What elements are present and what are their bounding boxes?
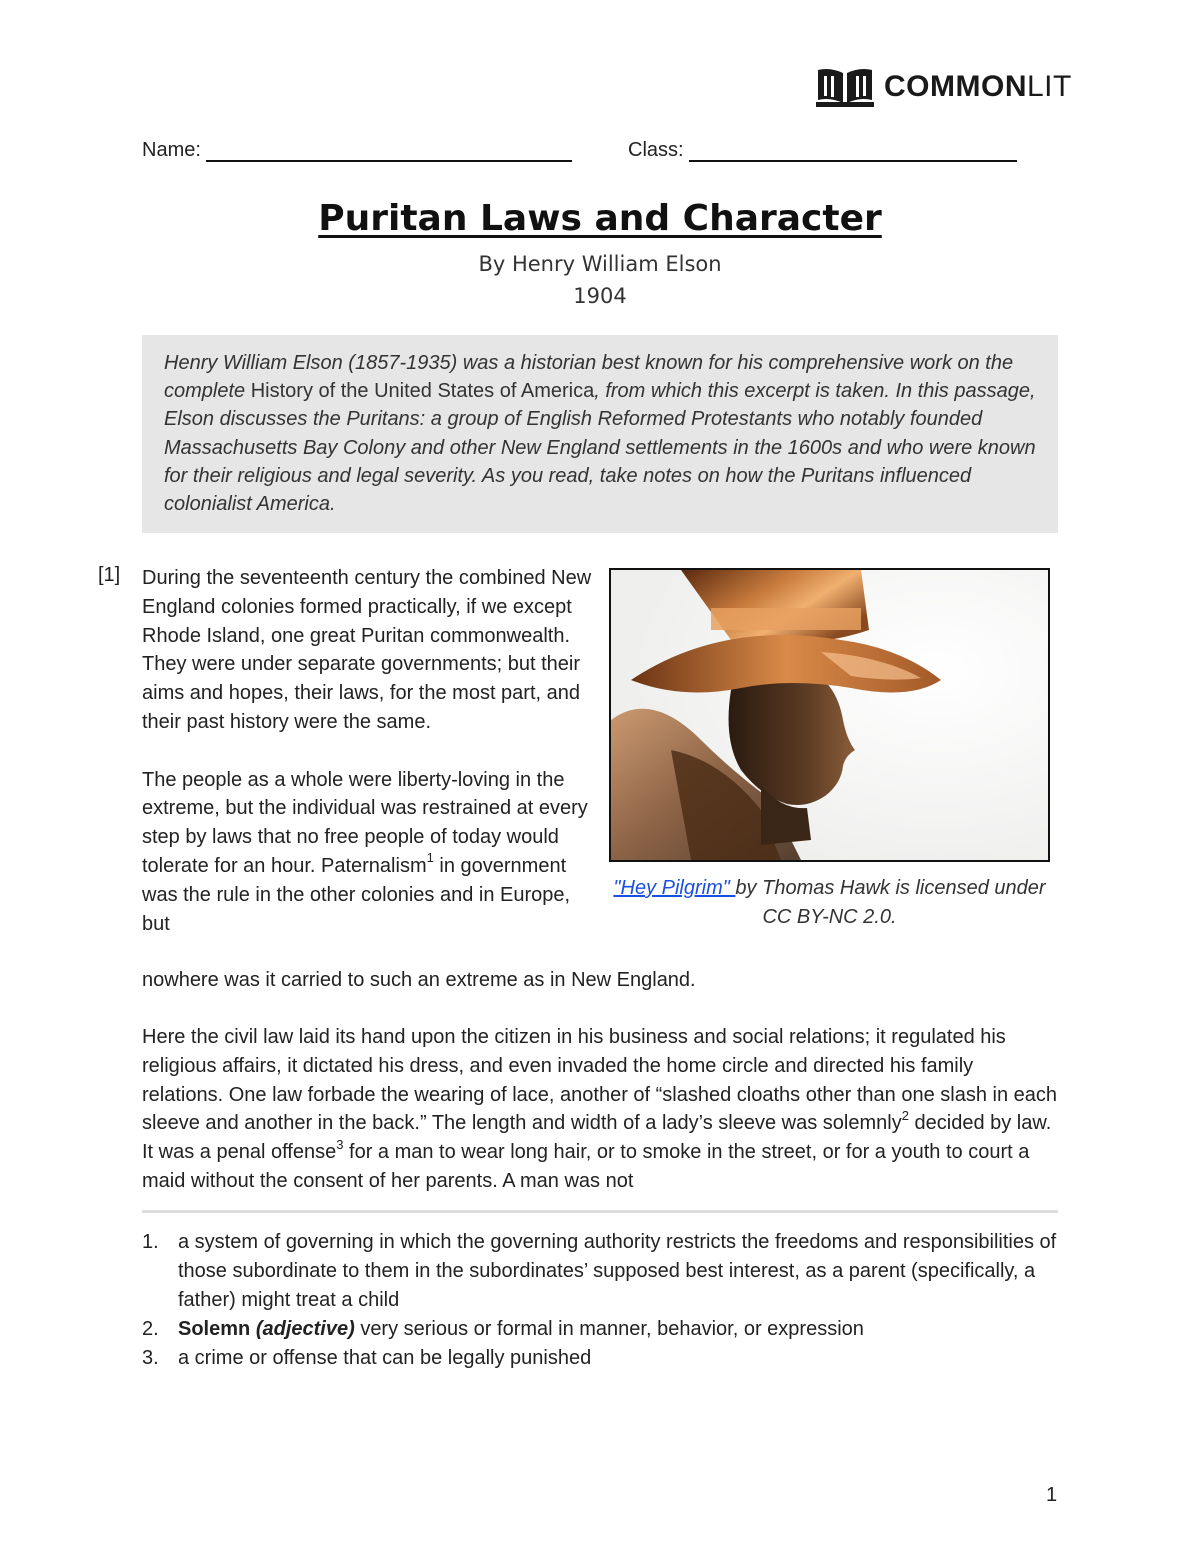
document-title: Puritan Laws and Character [318, 198, 882, 239]
footnote-term: Solemn [178, 1318, 251, 1340]
footnote-divider [142, 1210, 1058, 1213]
class-field [628, 138, 1017, 162]
intro-box [142, 335, 1058, 533]
footnote-item [142, 1228, 1058, 1315]
pilgrim-statue-image [611, 570, 1048, 860]
name-field [142, 138, 572, 162]
footnote-ref-3[interactable]: 3 [336, 1136, 344, 1152]
class-line[interactable] [689, 138, 1017, 162]
book-icon [816, 66, 874, 108]
logo-text: COMMONLIT [884, 70, 1072, 103]
p2-text-b: in government was the rule in the other colonies and in Europe, but [142, 854, 571, 935]
p2-text-a: The people as a whole were liberty-loving in the extreme, but the individual was restrained at every step by laws that no free people of today would tolerate for an hour. Paternalism [142, 768, 588, 877]
footnote-part-of-speech: (adjective) [255, 1318, 355, 1340]
footnote-ref-1[interactable]: 1 [426, 850, 434, 866]
intro-book-title: History of the United States of America [250, 380, 595, 403]
paragraph-2 [142, 766, 592, 939]
intro-text-1: Henry William Elson (1857-1935) was a historian best known for his comprehensive work on the complete [164, 352, 1014, 403]
footnotes-list [142, 1228, 1058, 1373]
class-label: Class: [628, 139, 684, 161]
footnote-number: 3. [142, 1347, 159, 1369]
publication-year: 1904 [573, 284, 627, 308]
p3-text-b: decided by law. It was a penal offense [142, 1112, 1052, 1164]
footnote-text: a crime or offense that can be legally punished [178, 1347, 592, 1369]
footnote-item [142, 1344, 1058, 1373]
commonlit-logo [816, 66, 1072, 108]
pilgrim-statue-photo [609, 568, 1050, 862]
image-source-link[interactable]: "Hey Pilgrim" [613, 877, 736, 899]
name-label: Name: [142, 139, 201, 161]
intro-text-2: , from which this excerpt is taken. In this passage, Elson discusses the Puritans: a group of English Reformed Protestants who notably founded Massachusetts Bay Colony and other New England settlements in the 1600s and who were known for their religious and legal severity. As you read, take notes on how the Puritans influenced colonialist America. [164, 380, 1036, 516]
paragraph-1: During the seventeenth century the combined New England colonies formed practically, if we except Rhode Island, one great Puritan commonwealth. They were under separate governments; but their aims and hopes, their laws, for the most part, and their past history were the same. [142, 567, 592, 733]
p3-text-a: Here the civil law laid its hand upon the citizen in his business and social relations; it regulated his religious affairs, it dictated his dress, and even invaded the home circle and directed his family relations. One law forbade the wearing of lace, another of “slashed cloaths other than one slash in each sleeve and another in the back.” The length and width of a lady’s sleeve was solemnly [142, 1026, 1058, 1135]
image-caption [609, 874, 1050, 931]
footnote-text: a system of governing in which the governing authority restricts the freedoms and responsibilities of those subordinate to them in the subordinates’ supposed best interest, as a parent (specifically, a father) might treat a child [178, 1231, 1057, 1311]
p3-text-c: for a man to wear long hair, or to smoke in the street, or for a youth to court a maid without the consent of her parents. A man was not [142, 1141, 1030, 1192]
paragraph-2-continued: nowhere was it carried to such an extreme as in New England. [142, 969, 696, 991]
footnote-number: 1. [142, 1231, 159, 1253]
page-number: 1 [1046, 1484, 1058, 1506]
footnote-text [178, 1315, 1058, 1344]
footnote-definition: very serious or formal in manner, behavior, or expression [360, 1318, 864, 1340]
paragraph-number: [1] [98, 564, 121, 586]
image-license-text: by Thomas Hawk is licensed under CC BY-NC 2.0. [735, 877, 1046, 928]
body-left-column [142, 564, 592, 938]
name-line[interactable] [206, 138, 572, 162]
author-byline: By Henry William Elson [478, 252, 722, 276]
footnote-number: 2. [142, 1318, 159, 1340]
footnote-ref-2[interactable]: 2 [901, 1107, 909, 1123]
footnote-item [142, 1315, 1058, 1344]
paragraph-3 [142, 1023, 1058, 1196]
